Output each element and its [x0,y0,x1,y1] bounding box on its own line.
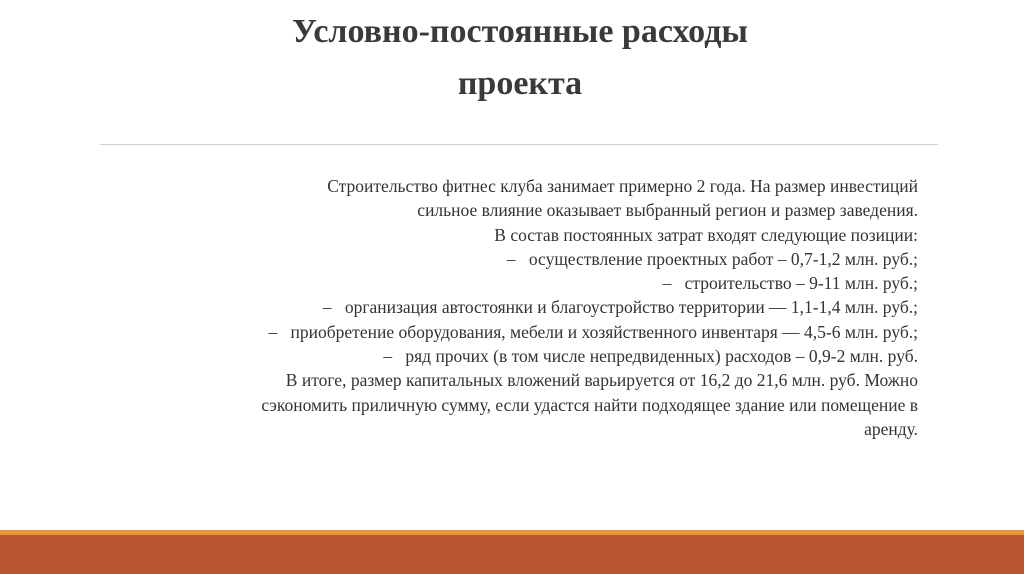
bullet-text: приобретение оборудования, мебели и хозяйственного инвентаря — 4,5-6 млн. руб.; [290,321,918,342]
closing-line: сэкономить приличную сумму, если удастся найти подходящее здание или помещение в [261,394,918,415]
bullet-item [100,295,918,319]
bullet-item [100,271,918,295]
bullet-item [100,344,918,368]
footer-band [0,535,1024,574]
body-line: Строительство фитнес клуба занимает примерно 2 года. На размер инвестиций [327,176,918,196]
bullet-dash-icon: – [322,297,332,318]
title-divider [100,144,938,145]
bullet-dash-icon: – [383,346,393,367]
bullet-dash-icon: – [506,248,516,269]
slide-title [100,6,940,110]
title-line-1: Условно-постоянные расходы [292,13,748,50]
body-line: сильное влияние оказывает выбранный регион и размер заведения. [417,200,918,221]
closing-line: аренду. [864,418,918,439]
bullet-item [100,247,918,271]
bullet-text: организация автостоянки и благоустройство территории — 1,1-1,4 млн. руб.; [344,297,918,318]
bullet-text: строительство – 9-11 млн. руб.; [684,273,918,294]
bullet-dash-icon: – [662,273,672,294]
bullet-text: осуществление проектных работ – 0,7-1,2 млн. руб.; [528,248,918,269]
bullet-item [100,320,918,344]
bullet-dash-icon: – [268,321,278,342]
closing-line: В итоге, размер капитальных вложений варьируется от 16,2 до 21,6 млн. руб. Можно [285,370,918,391]
title-line-2: проекта [457,65,583,102]
body-line: В состав постоянных затрат входят следующие позиции: [494,224,918,245]
slide-body [100,174,918,441]
bullet-text: ряд прочих (в том числе непредвиденных) расходов – 0,9-2 млн. руб. [405,346,918,367]
